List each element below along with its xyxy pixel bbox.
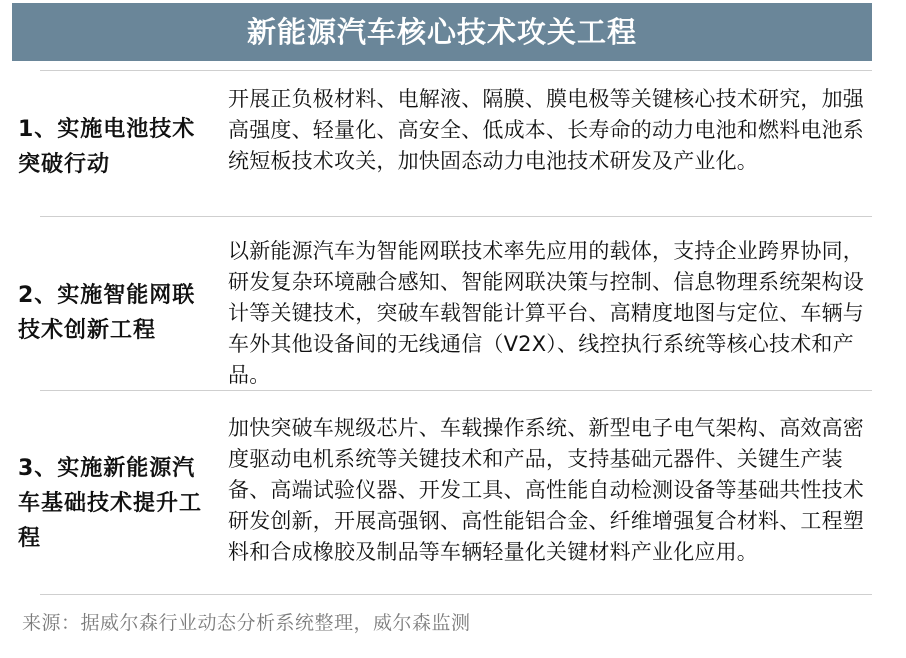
section-text-2: 以新能源汽车为智能网联技术率先应用的载体，支持企业跨界协同，研发复杂环境融合感知、智能网联决策与控制、信息物理系统架构设计等关键技术，突破车载智能计算平台、高精度地图与定位、车辆与车外其他设备间的无线通信（V2X）、线控执行系统等核心技术和产品。 <box>228 239 864 387</box>
page-title: 新能源汽车核心技术攻关工程 <box>246 14 637 49</box>
divider-top <box>40 70 872 71</box>
section-label-3: 3、实施新能源汽车基础技术提升工程 <box>18 456 203 551</box>
source-note: 来源：据威尔森行业动态分析系统整理，威尔森监测 <box>22 612 471 634</box>
section-2 <box>12 236 872 387</box>
section-3 <box>12 413 872 593</box>
divider-bottom <box>40 594 872 595</box>
title-banner <box>12 3 872 61</box>
section-1 <box>12 84 872 204</box>
divider-2 <box>40 390 872 391</box>
section-text-1: 开展正负极材料、电解液、隔膜、膜电极等关键核心技术研究，加强高强度、轻量化、高安全、低成本、长寿命的动力电池和燃料电池系统短板技术攻关，加快固态动力电池技术研发及产业化。 <box>228 87 864 173</box>
section-label-1: 1、实施电池技术突破行动 <box>18 117 196 177</box>
divider-1 <box>40 216 872 217</box>
section-label-2: 2、实施智能网联技术创新工程 <box>18 283 196 343</box>
section-text-3: 加快突破车规级芯片、车载操作系统、新型电子电气架构、高效高密度驱动电机系统等关键技术和产品，支持基础元器件、关键生产装备、高端试验仪器、开发工具、高性能自动检测设备等基础共性技术研发创新，开展高强钢、高性能铝合金、纤维增强复合材料、工程塑料和合成橡胶及制品等车辆轻量化关键材料产业化应用。 <box>228 416 864 564</box>
